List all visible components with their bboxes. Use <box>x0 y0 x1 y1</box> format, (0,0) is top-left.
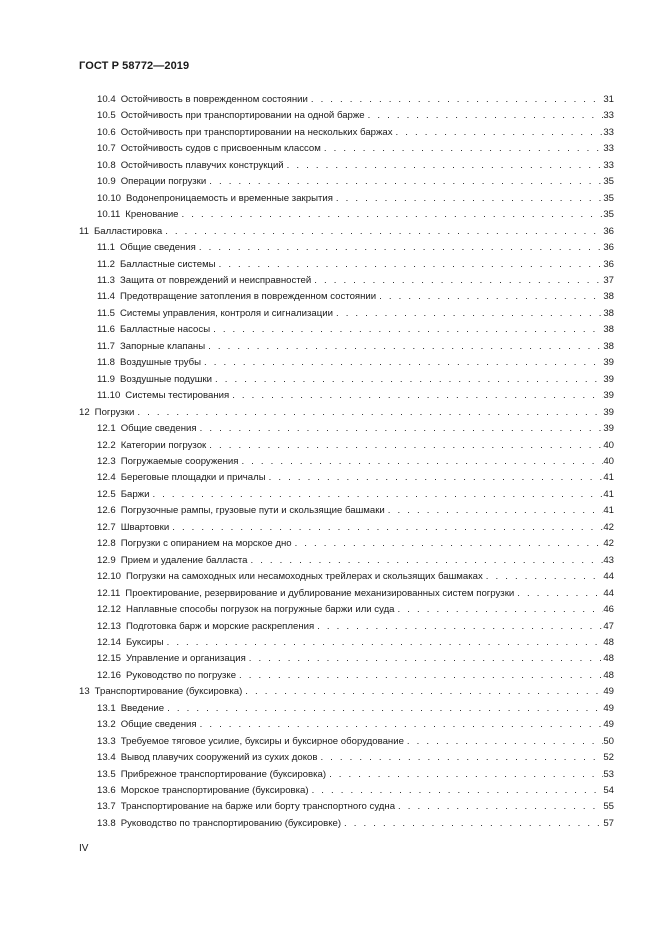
toc-entry-title: Погрузки с опиранием на морское дно <box>120 538 292 550</box>
toc-entry[interactable] <box>79 454 614 470</box>
toc-entry[interactable] <box>79 224 614 240</box>
toc-entry-page: 36 <box>603 242 614 254</box>
toc-leader-dots <box>284 158 604 174</box>
table-of-contents <box>79 92 614 832</box>
toc-entry-title: Системы управления, контроля и сигнализации <box>119 307 333 319</box>
toc-entry-page: 52 <box>603 752 614 764</box>
toc-entry-title: Руководство по погрузке <box>126 669 237 681</box>
toc-entry-number: 12.9 <box>97 554 116 566</box>
toc-entry[interactable] <box>79 701 614 717</box>
toc-leader-dots <box>292 536 604 552</box>
toc-entry-number: 10.10 <box>97 192 122 204</box>
toc-leader-dots <box>162 224 603 240</box>
toc-entry-title: Наплавные способы погрузок на погружные баржи или суда <box>126 604 395 616</box>
toc-leader-dots <box>164 635 604 651</box>
toc-entry-title: Транспортирование (буксировка) <box>94 686 243 698</box>
toc-entry-page: 44 <box>603 571 614 583</box>
toc-leader-dots <box>179 207 604 223</box>
toc-entry-page: 42 <box>603 521 614 533</box>
toc-entry-page: 36 <box>603 258 614 270</box>
toc-entry-number: 12.14 <box>97 636 122 648</box>
toc-entry-number: 11.2 <box>97 258 115 270</box>
toc-entry[interactable] <box>79 108 614 124</box>
toc-entry[interactable] <box>79 421 614 437</box>
toc-entry[interactable] <box>79 257 614 273</box>
toc-entry-number: 11 <box>79 225 89 237</box>
toc-entry-page: 39 <box>603 423 614 435</box>
toc-entry-number: 13.1 <box>97 702 116 714</box>
toc-leader-dots <box>376 289 603 305</box>
toc-entry[interactable] <box>79 553 614 569</box>
toc-entry-page: 39 <box>603 357 614 369</box>
toc-entry[interactable] <box>79 520 614 536</box>
toc-leader-dots <box>206 438 603 454</box>
toc-entry-title: Операции погрузки <box>120 176 207 188</box>
toc-entry-page: 49 <box>603 686 614 698</box>
toc-entry-number: 10.11 <box>97 209 121 221</box>
toc-entry-number: 13.4 <box>97 752 116 764</box>
toc-entry-page: 53 <box>603 768 614 780</box>
toc-entry-page: 38 <box>603 340 614 352</box>
toc-entry-page: 48 <box>603 653 614 665</box>
toc-entry-title: Погрузки <box>94 406 135 418</box>
toc-entry-title: Остойчивость при транспортировании на нескольких баржах <box>120 126 393 138</box>
toc-leader-dots <box>514 586 603 602</box>
toc-entry-number: 12.4 <box>97 472 116 484</box>
toc-entry[interactable] <box>79 569 614 585</box>
toc-entry-number: 11.3 <box>97 274 115 286</box>
toc-leader-dots <box>197 421 604 437</box>
toc-entry-number: 11.5 <box>97 307 115 319</box>
toc-entry[interactable] <box>79 388 614 404</box>
toc-entry[interactable] <box>79 191 614 207</box>
toc-entry-page: 31 <box>603 94 614 105</box>
toc-entry[interactable] <box>79 619 614 635</box>
toc-entry-number: 13.8 <box>97 817 116 829</box>
toc-entry[interactable] <box>79 174 614 190</box>
toc-entry-title: Остойчивость при транспортировании на одной барже <box>120 110 365 122</box>
toc-leader-dots <box>483 569 604 585</box>
toc-entry[interactable] <box>79 339 614 355</box>
toc-entry-number: 12.2 <box>97 439 116 451</box>
toc-leader-dots <box>242 684 603 700</box>
toc-entry-title: Морское транспортирование (буксировка) <box>120 785 309 797</box>
toc-entry-page: 42 <box>603 538 614 550</box>
toc-entry-title: Категории погрузок <box>120 439 207 451</box>
toc-entry[interactable] <box>79 470 614 486</box>
toc-entry-number: 11.6 <box>97 324 115 336</box>
toc-leader-dots <box>308 92 603 108</box>
toc-entry-page: 50 <box>603 735 614 747</box>
toc-entry[interactable] <box>79 289 614 305</box>
toc-leader-dots <box>210 322 603 338</box>
toc-entry-page: 41 <box>603 505 614 517</box>
toc-entry-title: Буксиры <box>126 636 164 648</box>
toc-leader-dots <box>321 141 603 157</box>
toc-entry[interactable] <box>79 602 614 618</box>
toc-entry-number: 12.5 <box>97 488 116 500</box>
toc-leader-dots <box>216 257 604 273</box>
toc-entry-title: Остойчивость плавучих конструкций <box>120 159 284 171</box>
toc-leader-dots <box>229 388 603 404</box>
toc-entry-number: 11.1 <box>97 242 115 254</box>
toc-leader-dots <box>236 668 603 684</box>
toc-entry[interactable] <box>79 783 614 799</box>
toc-entry[interactable] <box>79 750 614 766</box>
toc-entry-number: 13.2 <box>97 719 116 731</box>
toc-leader-dots <box>333 306 603 322</box>
toc-leader-dots <box>164 701 603 717</box>
toc-entry[interactable] <box>79 240 614 256</box>
toc-leader-dots <box>317 750 603 766</box>
toc-entry-page: 48 <box>603 669 614 681</box>
toc-entry-number: 12.1 <box>97 423 116 435</box>
toc-entry-page: 38 <box>603 324 614 336</box>
toc-entry-number: 10.6 <box>97 126 116 138</box>
toc-entry[interactable] <box>79 438 614 454</box>
toc-entry-title: Транспортирование на барже или борту транспортного судна <box>120 801 396 813</box>
toc-entry-number: 13.5 <box>97 768 116 780</box>
toc-entry-title: Баржи <box>120 488 150 500</box>
toc-leader-dots <box>365 108 604 124</box>
toc-leader-dots <box>395 799 603 815</box>
toc-entry-number: 12 <box>79 406 90 418</box>
toc-entry[interactable] <box>79 92 614 108</box>
toc-entry-page: 38 <box>603 291 614 303</box>
toc-entry-number: 10.4 <box>97 94 116 105</box>
toc-leader-dots <box>326 767 603 783</box>
toc-entry-number: 13.3 <box>97 735 116 747</box>
toc-entry-number: 12.6 <box>97 505 116 517</box>
toc-leader-dots <box>393 125 604 141</box>
toc-entry-title: Балластные системы <box>119 258 216 270</box>
page-number: IV <box>79 843 89 854</box>
toc-leader-dots <box>205 339 603 355</box>
toc-entry-page: 33 <box>603 159 614 171</box>
toc-entry-number: 12.15 <box>97 653 122 665</box>
toc-entry[interactable] <box>79 141 614 157</box>
toc-entry-page: 40 <box>603 455 614 467</box>
toc-entry-title: Воздушные подушки <box>119 373 213 385</box>
toc-entry-number: 11.4 <box>97 291 115 303</box>
toc-entry-page: 46 <box>603 604 614 616</box>
toc-entry[interactable] <box>79 635 614 651</box>
toc-leader-dots <box>247 553 603 569</box>
toc-entry-title: Швартовки <box>120 521 170 533</box>
toc-entry-number: 13.6 <box>97 785 116 797</box>
toc-entry-page: 57 <box>603 817 614 829</box>
toc-entry-title: Погрузочные рампы, грузовые пути и скользящие башмаки <box>120 505 385 517</box>
toc-leader-dots <box>246 651 604 667</box>
toc-leader-dots <box>197 717 604 733</box>
toc-leader-dots <box>196 240 603 256</box>
toc-entry-number: 12.11 <box>97 587 121 599</box>
toc-entry-page: 36 <box>603 225 614 237</box>
toc-entry-number: 11.9 <box>97 373 115 385</box>
toc-leader-dots <box>238 454 603 470</box>
toc-entry[interactable] <box>79 322 614 338</box>
toc-leader-dots <box>404 734 603 750</box>
toc-leader-dots <box>266 470 604 486</box>
toc-entry[interactable] <box>79 734 614 750</box>
toc-entry-title: Общие сведения <box>120 423 197 435</box>
toc-entry[interactable] <box>79 273 614 289</box>
toc-entry-title: Системы тестирования <box>125 390 230 402</box>
toc-entry-title: Управление и организация <box>126 653 246 665</box>
toc-entry[interactable] <box>79 405 614 421</box>
toc-entry-number: 11.7 <box>97 340 115 352</box>
toc-leader-dots <box>169 520 603 536</box>
toc-leader-dots <box>206 174 603 190</box>
toc-entry-title: Общие сведения <box>120 719 197 731</box>
toc-entry-number: 10.5 <box>97 110 116 122</box>
toc-leader-dots <box>314 619 603 635</box>
toc-leader-dots <box>333 191 603 207</box>
toc-entry-page: 54 <box>603 785 614 797</box>
toc-entry-number: 10.9 <box>97 176 116 188</box>
toc-leader-dots <box>341 816 603 832</box>
toc-leader-dots <box>309 783 604 799</box>
toc-entry-number: 12.13 <box>97 620 122 632</box>
toc-entry[interactable] <box>79 668 614 684</box>
toc-entry-title: Запорные клапаны <box>119 340 206 352</box>
toc-entry-number: 13 <box>79 686 90 698</box>
toc-leader-dots <box>311 273 603 289</box>
toc-entry-page: 48 <box>603 636 614 648</box>
toc-entry-title: Воздушные трубы <box>119 357 201 369</box>
toc-entry-title: Общие сведения <box>119 242 196 254</box>
toc-entry-title: Балластировка <box>93 225 163 237</box>
toc-entry-page: 37 <box>603 274 614 286</box>
toc-entry-page: 39 <box>603 373 614 385</box>
toc-leader-dots <box>395 602 604 618</box>
toc-entry[interactable] <box>79 767 614 783</box>
toc-entry[interactable] <box>79 158 614 174</box>
toc-entry-title: Остойчивость в поврежденном состоянии <box>120 94 308 105</box>
toc-entry[interactable] <box>79 651 614 667</box>
toc-entry[interactable] <box>79 306 614 322</box>
toc-entry-number: 12.16 <box>97 669 122 681</box>
toc-entry[interactable] <box>79 487 614 503</box>
toc-entry-title: Руководство по транспортированию (буксировке) <box>120 817 342 829</box>
toc-entry-number: 10.8 <box>97 159 116 171</box>
toc-entry[interactable] <box>79 684 614 700</box>
toc-leader-dots <box>385 503 604 519</box>
toc-entry-page: 35 <box>603 209 614 221</box>
toc-entry-page: 33 <box>603 126 614 138</box>
toc-entry-title: Прибрежное транспортирование (буксировка) <box>120 768 327 780</box>
toc-entry-title: Погрузки на самоходных или несамоходных трейлерах и скользящих башмаках <box>126 571 483 583</box>
toc-entry-number: 11.8 <box>97 357 115 369</box>
toc-leader-dots <box>212 372 603 388</box>
toc-entry-title: Проектирование, резервирование и дублирование механизированных систем погрузки <box>125 587 515 599</box>
toc-entry[interactable] <box>79 816 614 832</box>
toc-entry-page: 49 <box>603 719 614 731</box>
toc-entry-page: 43 <box>603 554 614 566</box>
toc-entry-page: 33 <box>603 110 614 122</box>
toc-entry-title: Предотвращение затопления в поврежденном состоянии <box>119 291 377 303</box>
toc-entry-number: 10.7 <box>97 143 116 155</box>
toc-entry[interactable] <box>79 717 614 733</box>
toc-entry-page: 40 <box>603 439 614 451</box>
toc-entry[interactable] <box>79 355 614 371</box>
toc-entry-title: Защита от повреждений и неисправностей <box>119 274 312 286</box>
toc-entry[interactable] <box>79 503 614 519</box>
toc-entry-title: Погружаемые сооружения <box>120 455 239 467</box>
toc-entry-number: 12.3 <box>97 455 116 467</box>
toc-entry-title: Вывод плавучих сооружений из сухих доков <box>120 752 318 764</box>
toc-entry[interactable] <box>79 586 614 602</box>
toc-entry-page: 41 <box>603 488 614 500</box>
toc-entry-page: 33 <box>603 143 614 155</box>
toc-entry-page: 39 <box>603 390 614 402</box>
toc-entry-page: 39 <box>603 406 614 418</box>
toc-entry-number: 12.10 <box>97 571 122 583</box>
toc-leader-dots <box>201 355 603 371</box>
toc-entry-title: Требуемое тяговое усилие, буксиры и буксирное оборудование <box>120 735 404 747</box>
toc-entry-title: Введение <box>120 702 165 714</box>
toc-entry-number: 12.12 <box>97 604 122 616</box>
toc-entry-number: 13.7 <box>97 801 116 813</box>
toc-entry-title: Остойчивость судов с присвоенным классом <box>120 143 321 155</box>
toc-entry[interactable] <box>79 536 614 552</box>
toc-entry[interactable] <box>79 207 614 223</box>
toc-entry-page: 49 <box>603 702 614 714</box>
toc-entry[interactable] <box>79 372 614 388</box>
document-code: ГОСТ Р 58772—2019 <box>79 60 190 72</box>
toc-entry-title: Балластные насосы <box>119 324 211 336</box>
toc-entry-number: 11.10 <box>97 390 121 402</box>
toc-entry[interactable] <box>79 125 614 141</box>
toc-entry-title: Водонепроницаемость и временные закрытия <box>126 192 333 204</box>
toc-entry-page: 55 <box>603 801 614 813</box>
toc-entry-title: Прием и удаление балласта <box>120 554 248 566</box>
toc-entry-page: 35 <box>603 192 614 204</box>
toc-entry-page: 41 <box>603 472 614 484</box>
toc-entry-title: Подготовка барж и морские раскрепления <box>126 620 315 632</box>
toc-entry-number: 12.7 <box>97 521 116 533</box>
toc-leader-dots <box>149 487 603 503</box>
toc-entry-page: 38 <box>603 307 614 319</box>
toc-entry-page: 47 <box>603 620 614 632</box>
toc-entry[interactable] <box>79 799 614 815</box>
toc-leader-dots <box>134 405 603 421</box>
toc-entry-number: 12.8 <box>97 538 116 550</box>
toc-entry-page: 35 <box>603 176 614 188</box>
toc-entry-page: 44 <box>603 587 614 599</box>
toc-entry-title: Береговые площадки и причалы <box>120 472 266 484</box>
toc-entry-title: Кренование <box>125 209 179 221</box>
